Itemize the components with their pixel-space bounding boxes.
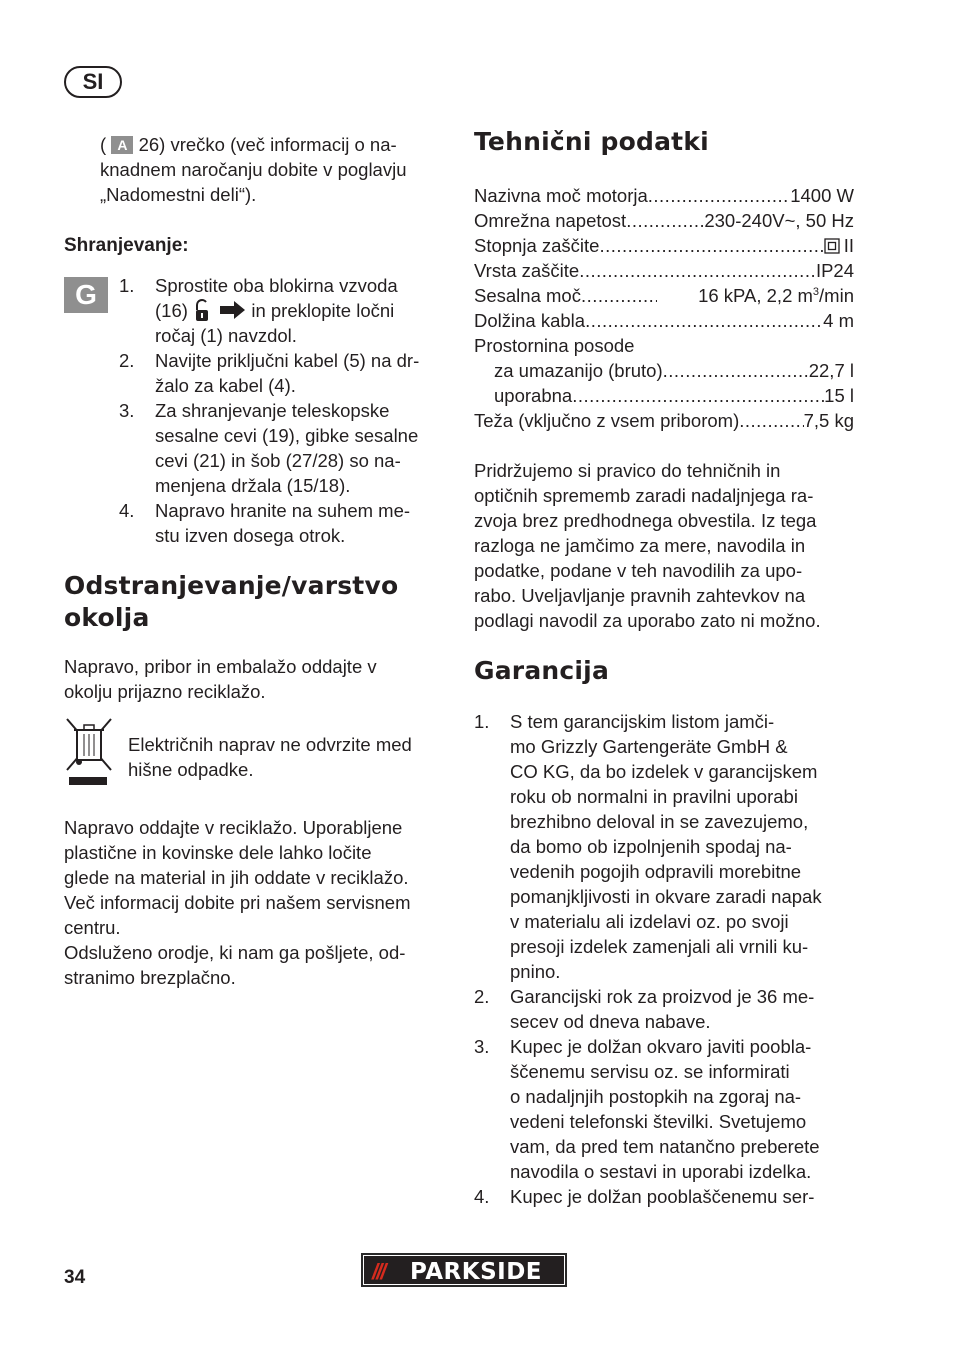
list-item: 3. Za shranjevanje teleskopske sesalne cevi (19), gibke sesalne cevi (21) in šob (27/28) so na- menjena držala (15/18). <box>119 400 419 496</box>
figure-tag-a: A <box>111 136 133 154</box>
storage-heading: Shranjevanje: <box>64 235 189 256</box>
warranty-list <box>474 709 856 1209</box>
disposal-paragraph: Napravo oddajte v reciklažo. Uporabljene plastične in kovinske dele lahko ločite glede na material in jih oddate v reciklažo. Več informacij dobite pri našem servisnem centru. Odsluženo orodje, ki nam ga pošljete, od- stranimo brezplačno. <box>64 817 411 988</box>
tech-row: Stopnja zaščite ..... II <box>474 233 854 258</box>
storage-section <box>64 273 454 548</box>
tech-row: Teža (vključno z vsem priborom) ..... 7,5 kg <box>474 408 854 433</box>
left-column <box>64 132 454 990</box>
list-item: 4. Napravo hranite na suhem me- stu izven dosega otrok. <box>119 500 411 546</box>
tech-note: Pridržujemo si pravico do tehničnih in optičnih sprememb zaradi nadaljnjega ra- zvoja brez predhodnega obvestila. Iz tega razloga ne jamčimo za mere, navodila in podatke, podane v teh navodilih za upo- rabo. Uveljavljanje pravnih zahtevkov na podlagi navodil za uporabo zato ni možno. <box>474 460 821 631</box>
tech-row: Dolžina kabla ..... 4 m <box>474 308 854 333</box>
tech-row: Nazivna moč motorja ..... 1400 W <box>474 183 854 208</box>
list-item: 3. Kupec je dolžan okvaro javiti poobla- ščenemu servisu oz. se informirati o nadaljnjih postopkih na zgoraj na- vedeni telefonski številki. Svetujemo vam, da pred tem natančno preberete navodila o sestavi in uporabi izdelka. <box>474 1036 820 1182</box>
tech-heading: Tehnični podatki <box>474 127 709 156</box>
list-item: 2. Navijte priključni kabel (5) na dr- žalo za kabel (4). <box>119 350 420 396</box>
right-column <box>474 126 856 1209</box>
tech-table <box>474 183 856 433</box>
list-item: 2. Garancijski rok za proizvod je 36 me- secev od dneva nabave. <box>474 986 815 1032</box>
parkside-logo <box>361 1253 567 1287</box>
list-item: 1. Sprostite oba blokirna vzvoda (16) in preklopite ločni ročaj (1) navzdol. <box>119 275 398 346</box>
storage-list <box>119 273 454 548</box>
warranty-heading: Garancija <box>474 656 610 685</box>
crossed-bin-icon <box>64 716 114 786</box>
list-item: 4. Kupec je dolžan pooblaščenemu ser- <box>474 1186 815 1207</box>
logo-stripes: /// <box>372 1259 385 1284</box>
language-badge: SI <box>64 66 122 98</box>
tech-row: uporabna ..... 15 l <box>474 383 854 408</box>
list-item: 1. S tem garancijskim listom jamči- mo Grizzly Gartengeräte GmbH & CO KG, da bo izdelek v garancijskem roku ob normalni in pravilni uporabi brezhibno deloval in se zavezujemo, da bomo ob izpolnjenih spodaj na- vedenih pogojih odpravili morebitne pomanjkljivosti in okvare zaradi napak v materialu ali izdelavi oz. po svoji presoji izdelek zamenjali ali vrnili ku- pnino. <box>474 711 822 982</box>
disposal-heading: Odstranjevanje/varstvo okolja <box>64 571 399 632</box>
tech-row: Omrežna napetost ..... 230-240V~, 50 Hz <box>474 208 854 233</box>
disposal-intro: Napravo, pribor in embalažo oddajte v okolju prijazno reciklažo. <box>64 656 377 702</box>
intro-paragraph: ( A 26) vrečko (več informacij o na- knadnem naročanju dobite v poglavju „Nadomestni deli“). <box>100 134 407 205</box>
figure-tag-g: G <box>64 277 108 313</box>
tech-row: Vrsta zaščite ..... IP24 <box>474 258 854 283</box>
protection-class-ii-icon <box>824 238 840 254</box>
volume-label: Prostornina posode <box>474 335 635 356</box>
logo-text: PARKSIDE <box>410 1259 543 1285</box>
arrow-right-icon <box>220 300 246 320</box>
tech-row: za umazanijo (bruto) ..... 22,7 l <box>474 358 854 383</box>
tech-row: Sesalna moč ..... 16 kPA, 2,2 $m^3/\min$ <box>474 283 854 308</box>
unlock-icon <box>193 299 215 323</box>
weee-notice: Električnih naprav ne odvrzite med hišne odpadke. <box>64 716 454 796</box>
page-number: 34 <box>64 1267 86 1288</box>
